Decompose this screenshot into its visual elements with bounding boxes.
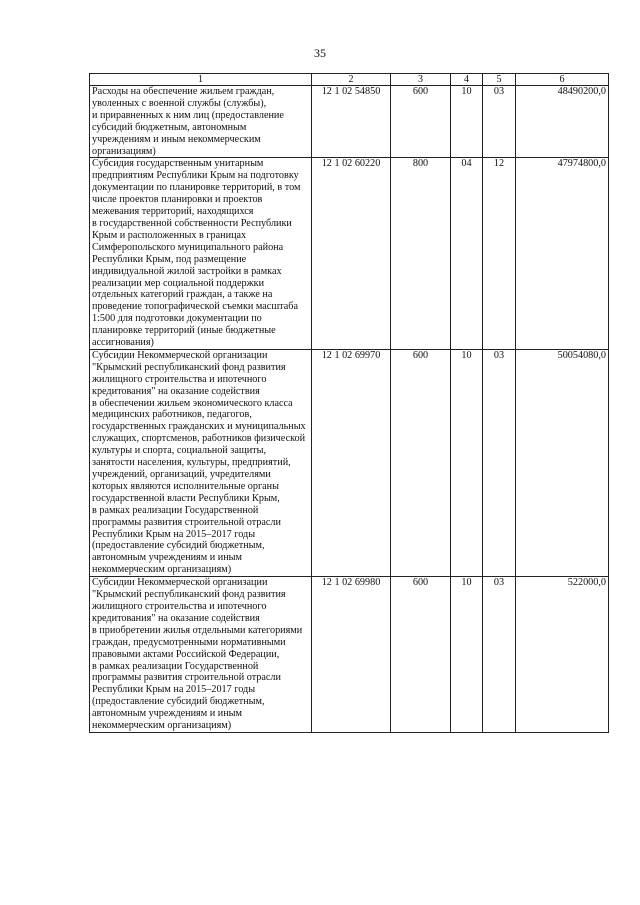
header-col-3: 3 (391, 74, 451, 86)
row-amount: 47974800,0 (516, 158, 609, 350)
row-code: 12 1 02 54850 (312, 86, 391, 158)
table-header-row (90, 74, 609, 86)
header-col-5: 5 (483, 74, 516, 86)
header-col-2: 2 (312, 74, 391, 86)
table-row (90, 577, 609, 733)
row-col4: 04 (451, 158, 483, 350)
row-col3: 600 (391, 86, 451, 158)
row-description: Субсидии Некоммерческой организации "Крымский республиканский фонд развития жилищного строительства и ипотечного кредитования" на оказание содействия в приобретении жилья отдельными категориями граждан, предусмотренными нормативными правовыми актами Российской Федерации, в рамках реализации Государственной программы развития строительной отрасли Республики Крым на 2015–2017 годы (предоставление субсидий бюджетным, автономным учреждениям и иным некоммерческим организациям) (90, 577, 312, 733)
row-col5: 03 (483, 349, 516, 576)
row-col5: 03 (483, 86, 516, 158)
row-col5: 12 (483, 158, 516, 350)
budget-table (89, 73, 609, 733)
row-description: Субсидии Некоммерческой организации "Крымский республиканский фонд развития жилищного строительства и ипотечного кредитования" на оказание содействия в обеспечении жильем экономического класса медицинских работников, педагогов, государственных гражданских и муниципальных служащих, спортсменов, работников физической культуры и спорта, социальной защиты, занятости населения, культуры, предприятий, учреждений, организаций, учредителями которых являются исполнительные органы государственной власти Республики Крым, в рамках реализации Государственной программы развития строительной отрасли Республики Крым на 2015–2017 годы (предоставление субсидий бюджетным, автономным учреждениям и иным некоммерческим организациям) (90, 349, 312, 576)
row-col3: 600 (391, 577, 451, 733)
row-col4: 10 (451, 86, 483, 158)
row-col3: 800 (391, 158, 451, 350)
row-description: Расходы на обеспечение жильем граждан, уволенных с военной службы (службы), и приравненных к ним лиц (предоставление субсидий бюджетным, автономным учреждениям и иным некоммерческим организациям) (90, 86, 312, 158)
table-row (90, 349, 609, 576)
row-amount: 48490200,0 (516, 86, 609, 158)
row-amount: 50054080,0 (516, 349, 609, 576)
table-row (90, 86, 609, 158)
row-code: 12 1 02 60220 (312, 158, 391, 350)
row-col3: 600 (391, 349, 451, 576)
row-code: 12 1 02 69980 (312, 577, 391, 733)
row-col4: 10 (451, 577, 483, 733)
row-code: 12 1 02 69970 (312, 349, 391, 576)
header-col-6: 6 (516, 74, 609, 86)
row-amount: 522000,0 (516, 577, 609, 733)
row-description: Субсидия государственным унитарным предприятиям Республики Крым на подготовку документации по планировке территорий, в том числе проектов планировки и проектов межевания территорий, находящихся в государственной собственности Республики Крым и расположенных в границах Симферопольского муниципального района Республики Крым, под размещение индивидуальной жилой застройки в рамках реализации мер социальной поддержки отдельных категорий граждан, а также на проведение топографической съемки масштаба 1:500 для подготовки документации по планировке территорий (иные бюджетные ассигнования) (90, 158, 312, 350)
row-col4: 10 (451, 349, 483, 576)
header-col-1: 1 (90, 74, 312, 86)
header-col-4: 4 (451, 74, 483, 86)
table-row (90, 158, 609, 350)
page-number: 35 (314, 46, 326, 60)
row-col5: 03 (483, 577, 516, 733)
